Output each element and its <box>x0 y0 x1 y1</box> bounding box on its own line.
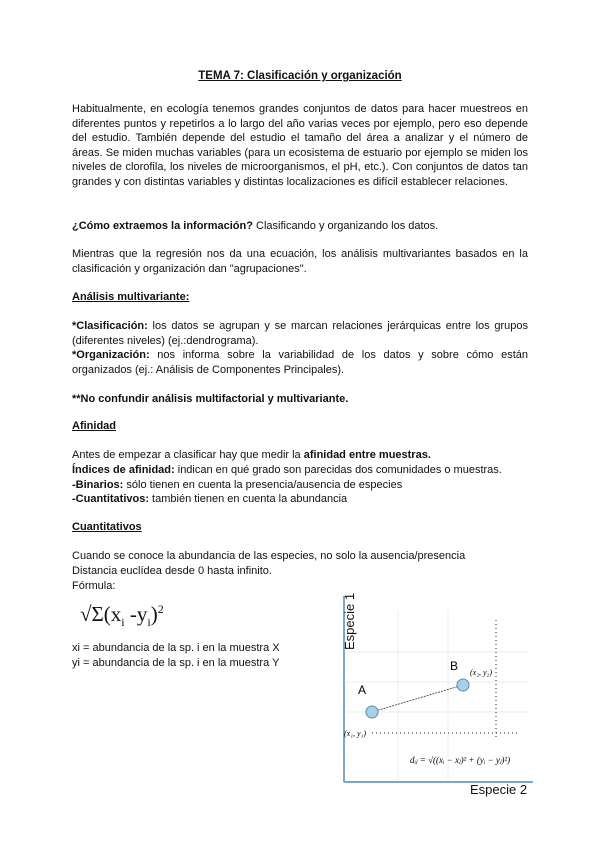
indices-text: indican en qué grado son parecidas dos comunidades o muestras. <box>174 464 502 476</box>
cuantitativos-heading: Cuantitativos <box>72 521 142 533</box>
clasificacion-paragraph <box>72 319 528 348</box>
intro-paragraph: Habitualmente, en ecología tenemos grandes conjuntos de datos para hacer muestreos en diferentes puntos y repetirlos a lo largo del año varias veces por ejemplo, pero eso depende del estudio. También depende del estudio el tamaño del área a analizar y el número de áreas. Se miden muchas variables (para un ecosistema de estuario por ejemplo se miden los niveles de clorofila, los niveles de microorganismos, el pH, etc.). Con conjuntos de datos tan grandes y con distintas variables y distintas localizaciones es difícil establecer relaciones. <box>72 103 528 188</box>
distance-formula: dᵢⱼ = √((xᵢ − xⱼ)² + (yᵢ − yⱼ)²) <box>410 755 511 765</box>
regression-paragraph: Mientras que la regresión nos da una ecuación, los análisis multivariantes basados en la clasificación y organización dan "agrupaciones". <box>72 248 528 275</box>
point-a <box>366 706 378 718</box>
afinidad-line <box>72 448 431 462</box>
point-b-label: B <box>450 659 459 673</box>
page-title: TEMA 7: Clasificación y organización <box>198 70 402 82</box>
formula-minus: -y <box>124 602 148 626</box>
formula-exponent: 2 <box>157 602 164 616</box>
formula-root: √Σ(x <box>80 602 122 626</box>
cuantitativos-bold: -Cuantitativos: <box>72 493 149 505</box>
organizacion-text: nos informa sobre la variabilidad de los datos y sobre cómo están organizados (ej.: Análisis de Componentes Principales). <box>72 349 528 376</box>
indices-line <box>72 463 502 477</box>
formula-sub-1: i <box>121 615 125 630</box>
cuantitativos-line <box>72 492 347 506</box>
organizacion-paragraph <box>72 348 528 377</box>
question-paragraph <box>72 219 528 234</box>
cuanti-line-3: Fórmula: <box>72 580 116 592</box>
binarios-text: sólo tienen en cuenta la presencia/ausencia de especies <box>123 479 403 491</box>
afinidad-bold: afinidad entre muestras. <box>303 449 431 461</box>
coord-b: (x₂, y₂) <box>470 668 492 677</box>
coord-a: (x₁, y₁) <box>344 729 366 738</box>
binarios-line <box>72 478 402 492</box>
binarios-bold: -Binarios: <box>72 479 124 491</box>
formula-close: ) <box>150 602 158 626</box>
question-answer: Clasificando y organizando los datos. <box>252 220 439 232</box>
euclidean-formula <box>80 602 164 630</box>
formula-sub-2: i <box>147 615 151 630</box>
cuanti-line-1: Cuando se conoce la abundancia de las especies, no solo la ausencia/presencia <box>72 550 466 562</box>
point-a-label: A <box>358 683 367 697</box>
indices-bold: Índices de afinidad: <box>72 464 175 476</box>
point-b <box>457 679 469 691</box>
question-bold: ¿Cómo extraemos la información? <box>72 220 253 232</box>
clasificacion-bold: *Clasificación: <box>72 320 148 332</box>
warning-note: **No confundir análisis multifactorial y multivariante. <box>72 393 349 405</box>
xi-definition: xi = abundancia de la sp. i en la muestra X <box>72 642 280 654</box>
euclidean-distance-diagram <box>328 590 533 805</box>
clasificacion-text: los datos se agrupan y se marcan relaciones jerárquicas entre los grupos (diferentes niveles) (ej.:dendrograma). <box>72 320 528 347</box>
distance-line <box>372 685 463 712</box>
afinidad-text: Antes de empezar a clasificar hay que medir la <box>72 449 304 461</box>
yi-definition: yi = abundancia de la sp. i en la muestra Y <box>72 657 280 669</box>
organizacion-bold: *Organización: <box>72 349 150 361</box>
x-axis-label: Especie 2 <box>470 782 528 797</box>
diagram-svg <box>328 590 533 805</box>
y-axis-label: Especie 1 <box>342 592 357 650</box>
multivariate-heading: Análisis multivariante: <box>72 291 190 303</box>
cuanti-line-2: Distancia euclídea desde 0 hasta infinito. <box>72 565 272 577</box>
afinidad-heading: Afinidad <box>72 420 116 432</box>
cuantitativos-text: también tienen en cuenta la abundancia <box>149 493 348 505</box>
